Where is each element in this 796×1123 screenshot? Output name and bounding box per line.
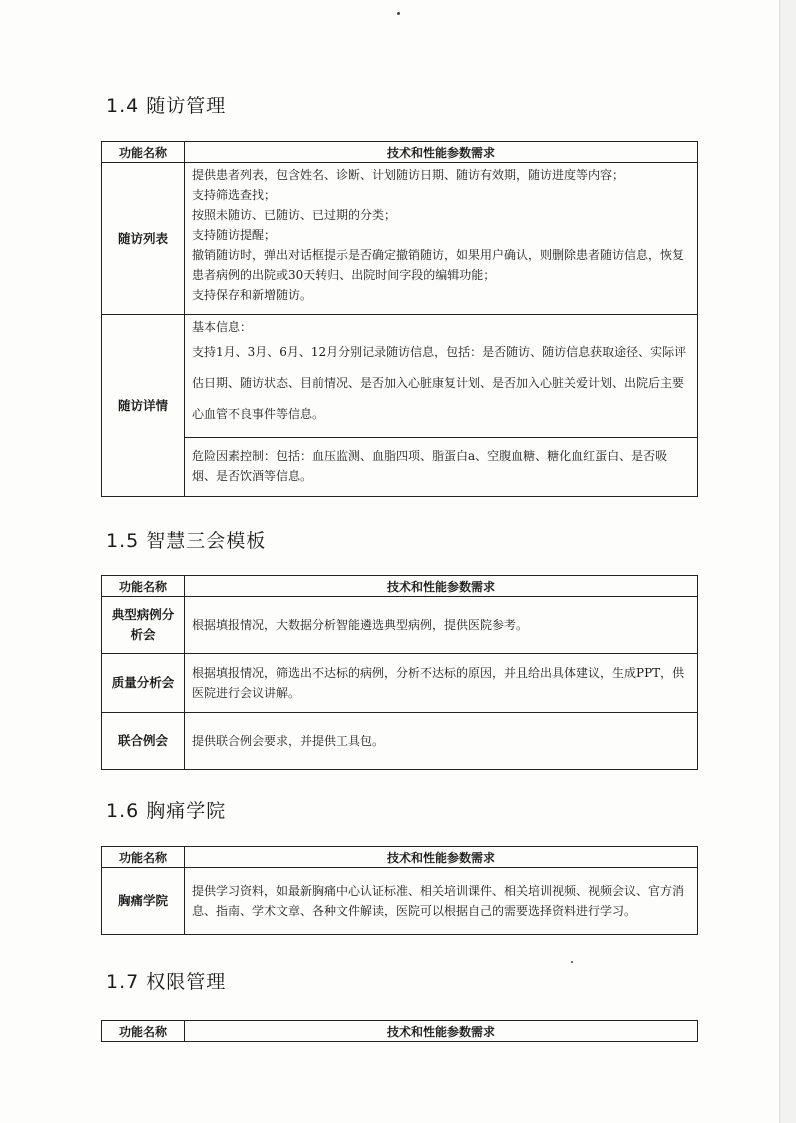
description-line: 支持保存和新增随访。 bbox=[192, 288, 313, 302]
header-function-name: 功能名称 bbox=[102, 1021, 185, 1042]
table-row bbox=[102, 868, 698, 935]
header-function-name: 功能名称 bbox=[102, 576, 185, 597]
description-line: 基本信息： bbox=[192, 320, 253, 334]
header-function-name: 功能名称 bbox=[102, 142, 185, 163]
description-line: 支持随访提醒； bbox=[192, 228, 277, 242]
table-row bbox=[102, 315, 698, 438]
row-description bbox=[185, 163, 698, 315]
header-requirements: 技术和性能参数需求 bbox=[185, 142, 698, 163]
section-title-1-7: 1.7 权限管理 bbox=[106, 971, 227, 993]
row-description bbox=[185, 315, 698, 438]
table-row bbox=[102, 163, 698, 315]
header-function-name: 功能名称 bbox=[102, 847, 185, 868]
row-description-extra: 危险因素控制：包括：血压监测、血脂四项、脂蛋白a、空腹血糖、糖化血红蛋白、是否吸烟、是否饮酒等信息。 bbox=[185, 438, 698, 497]
table-followup-management bbox=[101, 141, 698, 497]
description-line: 撤销随访时，弹出对话框提示是否确定撤销随访，如果用户确认，则删除患者随访信息，恢复患者病例的出院或30天转归、出院时间字段的编辑功能； bbox=[192, 248, 685, 282]
row-name: 质量分析会 bbox=[102, 654, 185, 713]
table-header-row bbox=[102, 847, 698, 868]
row-name: 胸痛学院 bbox=[102, 868, 185, 935]
table-row bbox=[102, 597, 698, 654]
row-description: 提供学习资料，如最新胸痛中心认证标准、相关培训课件、相关培训视频、视频会议、官方消息、指南、学术文章、各种文件解读，医院可以根据自己的需要选择资料进行学习。 bbox=[185, 868, 698, 935]
table-row bbox=[102, 654, 698, 713]
table-row bbox=[102, 438, 698, 497]
table-smart-meetings bbox=[101, 575, 698, 770]
section-title-1-5: 1.5 智慧三会模板 bbox=[106, 530, 267, 552]
section-title-1-6: 1.6 胸痛学院 bbox=[106, 800, 227, 822]
row-name: 典型病例分析会 bbox=[102, 597, 185, 654]
description-line: 支持筛选查找； bbox=[192, 188, 277, 202]
description-line: 支持1月、3月、6月、12月分别记录随访信息，包括：是否随访、随访信息获取途径、实际评估日期、随访状态、目前情况、是否加入心脏康复计划、是否加入心脏关爱计划、出院后主要心血管不良事件等信息。 bbox=[192, 345, 687, 421]
section-title-1-4: 1.4 随访管理 bbox=[106, 95, 227, 117]
scan-speck bbox=[397, 12, 400, 15]
row-description: 根据填报情况，大数据分析智能遴选典型病例，提供医院参考。 bbox=[185, 597, 698, 654]
row-description: 提供联合例会要求，并提供工具包。 bbox=[185, 713, 698, 770]
header-requirements: 技术和性能参数需求 bbox=[185, 576, 698, 597]
table-chest-pain-academy bbox=[101, 846, 698, 935]
table-header-row bbox=[102, 576, 698, 597]
table-row bbox=[102, 713, 698, 770]
row-name: 随访列表 bbox=[102, 163, 185, 315]
table-header-row bbox=[102, 142, 698, 163]
row-description: 根据填报情况，筛选出不达标的病例，分析不达标的原因，并且给出具体建议，生成PPT，供医院进行会议讲解。 bbox=[185, 654, 698, 713]
header-requirements: 技术和性能参数需求 bbox=[185, 1021, 698, 1042]
scan-speck bbox=[571, 961, 573, 963]
description-line: 提供患者列表，包含姓名、诊断、计划随访日期、随访有效期，随访进度等内容； bbox=[192, 168, 625, 182]
row-name: 联合例会 bbox=[102, 713, 185, 770]
table-header-row bbox=[102, 1021, 698, 1042]
table-permission-management bbox=[101, 1020, 698, 1042]
header-requirements: 技术和性能参数需求 bbox=[185, 847, 698, 868]
row-name: 随访详情 bbox=[102, 315, 185, 497]
description-line: 按照未随访、已随访、已过期的分类； bbox=[192, 208, 397, 222]
